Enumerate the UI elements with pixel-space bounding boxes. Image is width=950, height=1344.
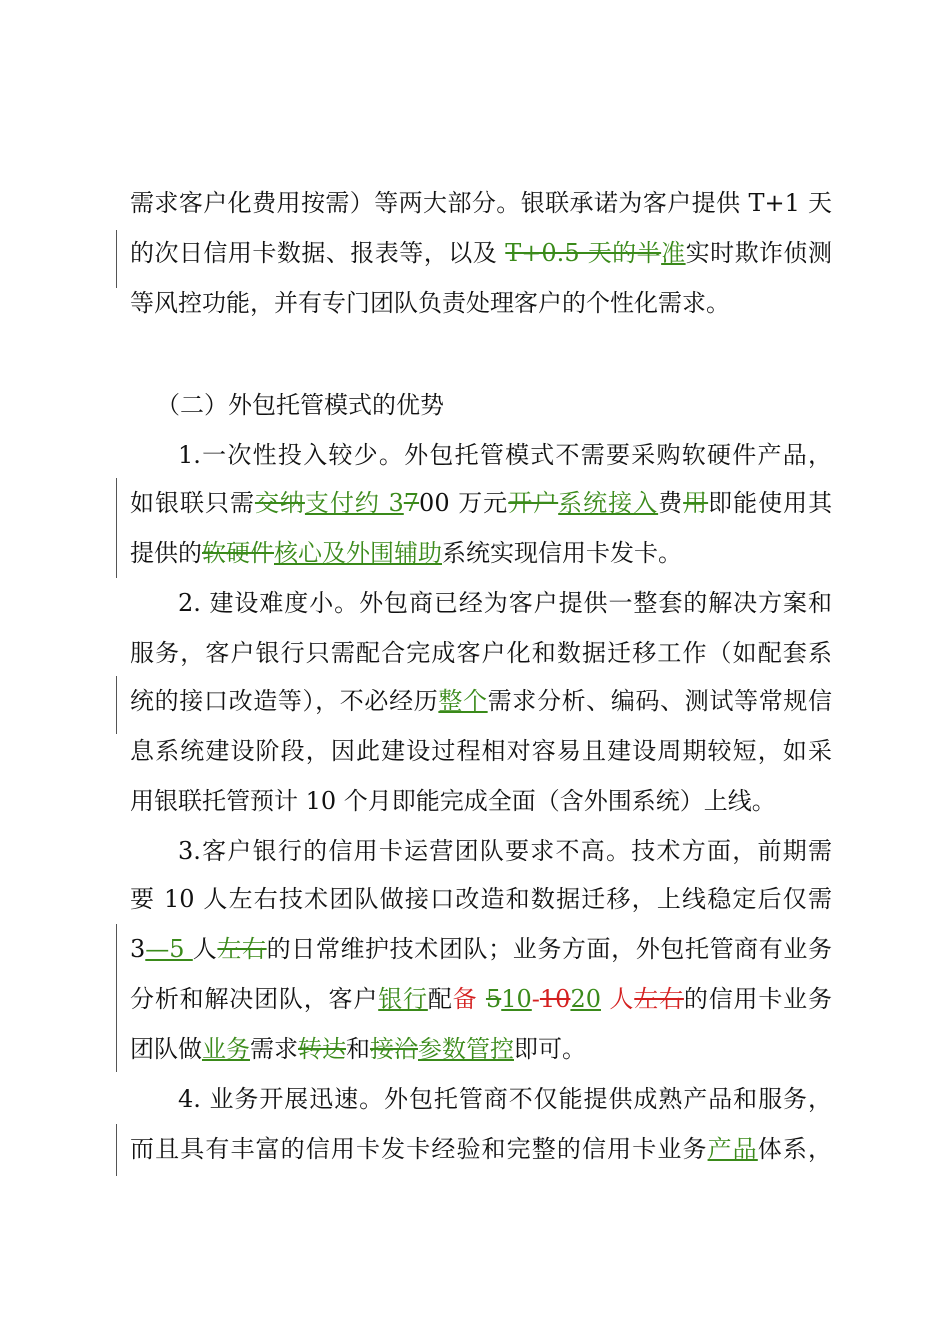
text-run: 要 10 人左右技术团队做接口改造和数据迁移，上线稳定后仅需	[130, 885, 832, 913]
change-bar	[116, 1124, 117, 1176]
text-run: 2. 建设难度小。外包商已经为客户提供一整套的解决方案和	[178, 589, 832, 617]
text-run: 4. 业务开展迅速。外包托管商不仅能提供成熟产品和服务，	[178, 1085, 832, 1113]
inserted-text: 银行	[378, 985, 428, 1013]
text-run: 和	[346, 1035, 370, 1063]
revised-text: 备	[452, 985, 486, 1013]
text-run: 需求	[250, 1035, 298, 1063]
text-run: 3.客户银行的信用卡运营团队要求不高。技术方面，前期需	[178, 837, 832, 865]
inserted-text: 核心及外围辅助	[274, 539, 442, 567]
revised-text: -	[531, 985, 540, 1013]
deleted-text: 10	[539, 985, 571, 1013]
deleted-text: 接洽	[370, 1035, 418, 1063]
text-run: 团队做	[130, 1035, 202, 1063]
inserted-text: 业务	[202, 1035, 250, 1063]
inserted-text: 系统接入	[558, 489, 659, 517]
text-run: 息系统建设阶段，因此建设过程相对容易且建设周期较短，如采	[130, 737, 832, 765]
deleted-text: 左右	[217, 935, 267, 963]
deleted-text: T+0.5 天的半	[505, 239, 662, 267]
text-run: 如银联只需	[130, 489, 255, 517]
text-run: 实时欺诈侦测	[685, 239, 833, 267]
text-line	[130, 188, 832, 218]
deleted-text: 开户	[508, 489, 559, 517]
text-run: 需求客户化费用按需）等两大部分。银联承诺为客户提供 T+1 天	[130, 189, 832, 217]
deleted-text: 用	[683, 489, 709, 517]
inserted-text: 产品	[707, 1135, 758, 1163]
text-run: 系统实现信用卡发卡。	[442, 539, 682, 567]
text-line	[178, 836, 832, 866]
change-bar	[116, 676, 117, 734]
text-line	[130, 934, 832, 964]
text-line	[130, 686, 832, 716]
text-line	[178, 1084, 832, 1114]
text-line	[130, 238, 832, 268]
text-run: 费	[658, 489, 684, 517]
text-run: 服务，客户银行只需配合完成客户化和数据迁移工作（如配套系	[130, 639, 832, 667]
deleted-text: 交纳	[254, 489, 305, 517]
deleted-text: 左右	[634, 985, 684, 1013]
text-line	[130, 786, 832, 816]
inserted-text: 20	[570, 985, 601, 1013]
text-run: 分析和解决团队，客户	[130, 985, 379, 1013]
inserted-text: —5	[145, 935, 193, 963]
text-run: 统的接口改造等），不必经历	[130, 687, 439, 715]
text-line	[130, 1034, 832, 1064]
text-run: 即能使用其	[708, 489, 833, 517]
text-line	[130, 884, 832, 914]
text-run: 需求分析、编码、测试等常规信	[487, 687, 833, 715]
deleted-text: 软硬件	[202, 539, 274, 567]
text-line	[130, 984, 832, 1014]
text-run: 等风控功能，并有专门团队负责处理客户的个性化需求。	[130, 289, 730, 317]
text-run: 而且具有丰富的信用卡发卡经验和完整的信用卡业务	[130, 1135, 708, 1163]
text-run: 人	[192, 935, 218, 963]
text-line	[130, 538, 832, 568]
text-run: 用银联托管预计 10 个月即能完成全面（含外围系统）上线。	[130, 787, 776, 815]
inserted-text: 支付约 3	[304, 489, 404, 517]
change-bar	[116, 924, 117, 1072]
text-run: 的信用卡业务	[683, 985, 833, 1013]
deleted-text: 转达	[298, 1035, 346, 1063]
section-heading	[156, 390, 832, 420]
text-run: 体系，	[757, 1135, 833, 1163]
text-line	[130, 1134, 832, 1164]
text-run: 的日常维护技术团队；业务方面，外包托管商有业务	[266, 935, 833, 963]
inserted-text: 参数管控	[418, 1035, 514, 1063]
text-line	[178, 440, 832, 470]
change-bar	[116, 478, 117, 578]
heading-text: （二）外包托管模式的优势	[156, 391, 444, 419]
text-run: 00 万元	[419, 489, 509, 517]
change-bar	[116, 230, 117, 288]
inserted-text: 10	[501, 985, 532, 1013]
text-run: 提供的	[130, 539, 202, 567]
text-run: 1.一次性投入较少。外包托管模式不需要采购软硬件产品，	[178, 441, 832, 469]
text-run: 即可。	[514, 1035, 586, 1063]
inserted-text: 准	[661, 239, 686, 267]
revised-text: 人	[600, 985, 635, 1013]
inserted-text: 整个	[438, 687, 488, 715]
text-line	[130, 288, 832, 318]
text-run: 3	[130, 935, 146, 963]
deleted-text: 7	[403, 489, 420, 517]
text-line	[130, 638, 832, 668]
text-run: 的次日信用卡数据、报表等，以及	[130, 239, 506, 267]
text-run: 配	[427, 985, 453, 1013]
deleted-text: 5	[485, 985, 502, 1013]
text-line	[178, 588, 832, 618]
text-line	[130, 488, 832, 518]
text-line	[130, 736, 832, 766]
